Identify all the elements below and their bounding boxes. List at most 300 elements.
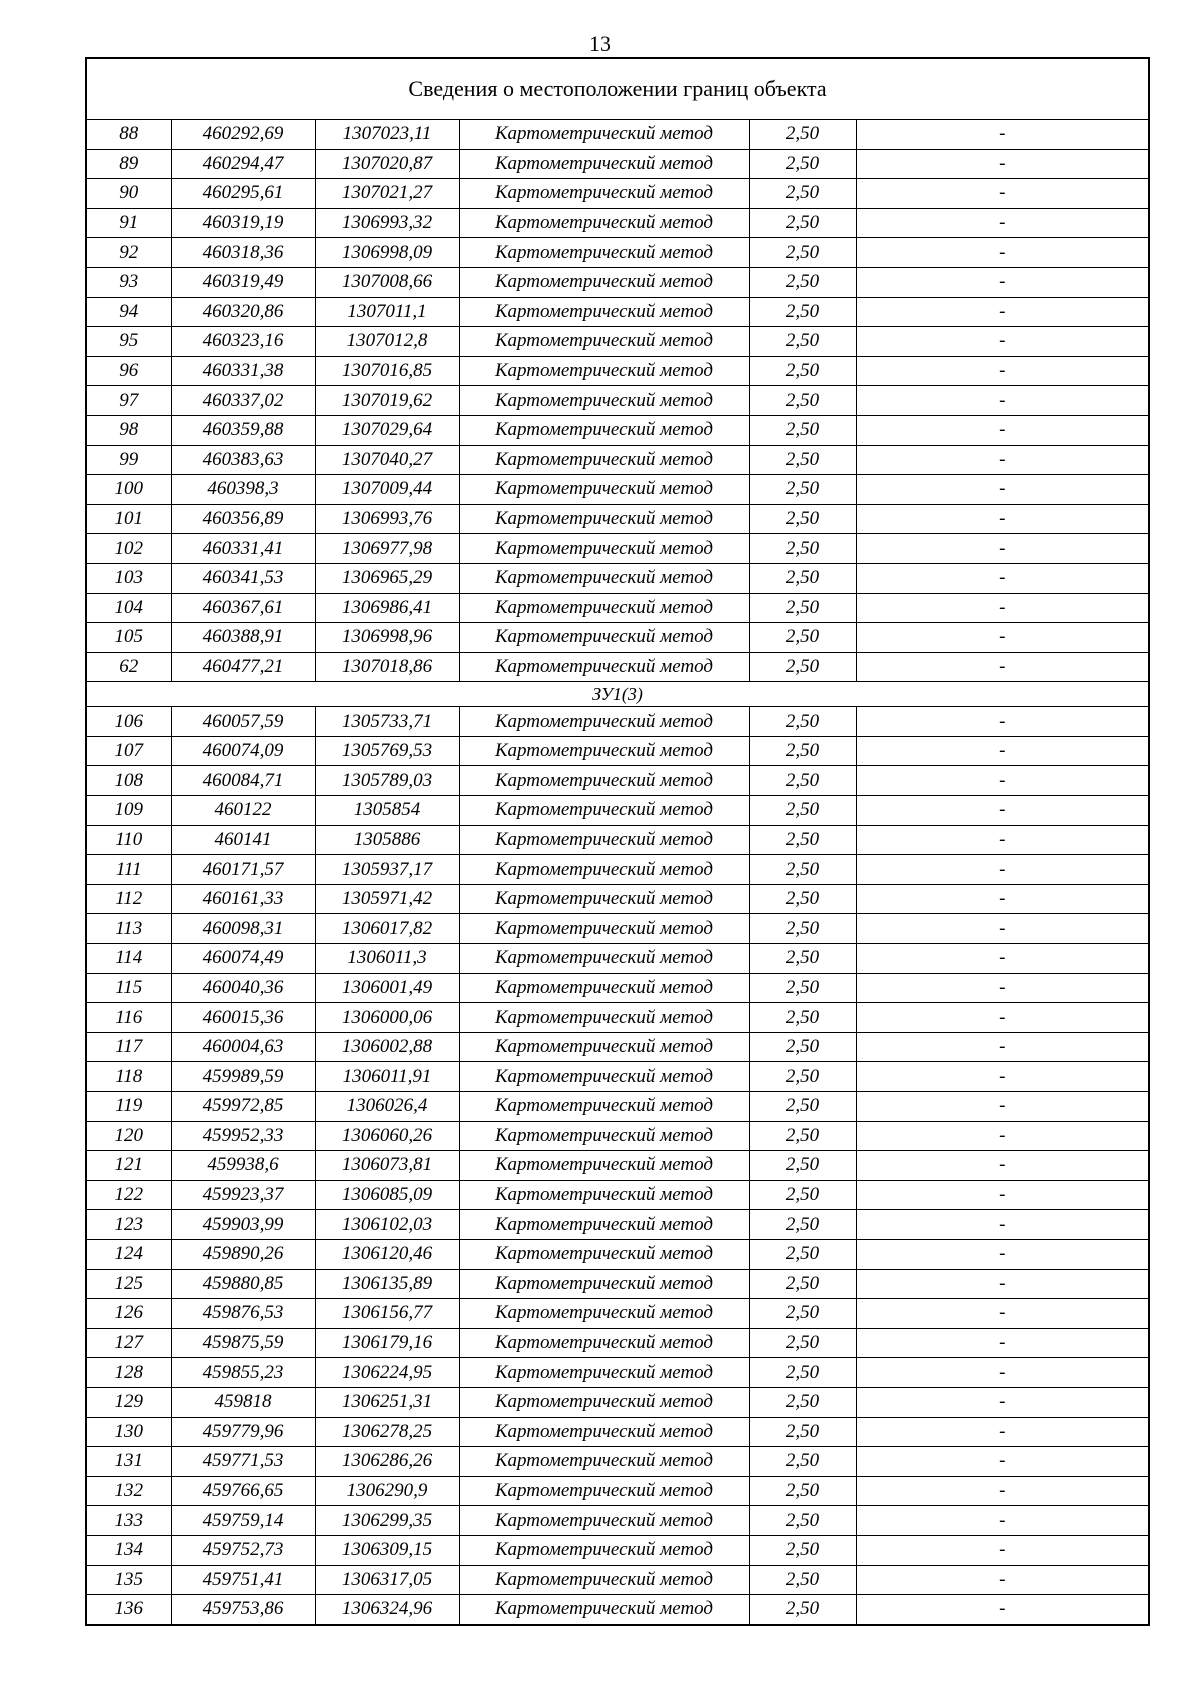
table-row <box>86 1476 1149 1506</box>
coordinate-y-cell: 1306977,98 <box>315 534 459 564</box>
table-row <box>86 1062 1149 1092</box>
accuracy-cell: 2,50 <box>749 386 856 416</box>
method-cell: Картометрический метод <box>459 208 749 238</box>
note-cell: - <box>856 1003 1149 1033</box>
method-cell: Картометрический метод <box>459 736 749 766</box>
note-cell: - <box>856 208 1149 238</box>
table-row <box>86 1358 1149 1388</box>
note-cell: - <box>856 267 1149 297</box>
note-cell: - <box>856 825 1149 855</box>
note-cell: - <box>856 356 1149 386</box>
table-row <box>86 766 1149 796</box>
point-number-cell: 125 <box>86 1269 171 1299</box>
note-cell: - <box>856 534 1149 564</box>
coordinate-x-cell: 460356,89 <box>171 504 315 534</box>
method-cell: Картометрический метод <box>459 1239 749 1269</box>
coordinate-x-cell: 459779,96 <box>171 1417 315 1447</box>
coordinate-y-cell: 1307020,87 <box>315 149 459 179</box>
coordinate-x-cell: 460388,91 <box>171 623 315 653</box>
coordinate-y-cell: 1306998,09 <box>315 238 459 268</box>
note-cell: - <box>856 1565 1149 1595</box>
accuracy-cell: 2,50 <box>749 1535 856 1565</box>
note-cell: - <box>856 766 1149 796</box>
point-number-cell: 132 <box>86 1476 171 1506</box>
coordinate-x-cell: 459818 <box>171 1387 315 1417</box>
accuracy-cell: 2,50 <box>749 1476 856 1506</box>
method-cell: Картометрический метод <box>459 1506 749 1536</box>
coordinate-x-cell: 459952,33 <box>171 1121 315 1151</box>
accuracy-cell: 2,50 <box>749 1299 856 1329</box>
coordinate-y-cell: 1306309,15 <box>315 1535 459 1565</box>
note-cell: - <box>856 1476 1149 1506</box>
coordinate-y-cell: 1307040,27 <box>315 445 459 475</box>
boundary-coordinates-table <box>85 57 1150 1626</box>
note-cell: - <box>856 1032 1149 1062</box>
coordinate-y-cell: 1306290,9 <box>315 1476 459 1506</box>
coordinate-x-cell: 460318,36 <box>171 238 315 268</box>
coordinate-y-cell: 1306002,88 <box>315 1032 459 1062</box>
note-cell: - <box>856 736 1149 766</box>
coordinate-x-cell: 459771,53 <box>171 1447 315 1477</box>
accuracy-cell: 2,50 <box>749 1003 856 1033</box>
note-cell: - <box>856 593 1149 623</box>
table-row <box>86 415 1149 445</box>
note-cell: - <box>856 297 1149 327</box>
method-cell: Картометрический метод <box>459 415 749 445</box>
coordinate-y-cell: 1306998,96 <box>315 623 459 653</box>
point-number-cell: 88 <box>86 120 171 150</box>
coordinate-y-cell: 1306135,89 <box>315 1269 459 1299</box>
table-caption: Сведения о местоположении границ объекта <box>86 58 1149 120</box>
coordinate-y-cell: 1306085,09 <box>315 1180 459 1210</box>
coordinate-x-cell: 459752,73 <box>171 1535 315 1565</box>
note-cell: - <box>856 884 1149 914</box>
coordinate-y-cell: 1306011,91 <box>315 1062 459 1092</box>
coordinate-y-cell: 1307021,27 <box>315 179 459 209</box>
note-cell: - <box>856 1358 1149 1388</box>
accuracy-cell: 2,50 <box>749 1092 856 1122</box>
coordinate-x-cell: 459880,85 <box>171 1269 315 1299</box>
method-cell: Картометрический метод <box>459 356 749 386</box>
accuracy-cell: 2,50 <box>749 475 856 505</box>
accuracy-cell: 2,50 <box>749 1239 856 1269</box>
point-number-cell: 106 <box>86 707 171 737</box>
table-row <box>86 120 1149 150</box>
point-number-cell: 108 <box>86 766 171 796</box>
method-cell: Картометрический метод <box>459 267 749 297</box>
coordinate-x-cell: 460331,38 <box>171 356 315 386</box>
point-number-cell: 91 <box>86 208 171 238</box>
coordinate-y-cell: 1307012,8 <box>315 327 459 357</box>
coordinate-x-cell: 460004,63 <box>171 1032 315 1062</box>
method-cell: Картометрический метод <box>459 884 749 914</box>
accuracy-cell: 2,50 <box>749 1565 856 1595</box>
point-number-cell: 90 <box>86 179 171 209</box>
point-number-cell: 131 <box>86 1447 171 1477</box>
note-cell: - <box>856 1299 1149 1329</box>
coordinate-x-cell: 459876,53 <box>171 1299 315 1329</box>
coordinate-x-cell: 460084,71 <box>171 766 315 796</box>
accuracy-cell: 2,50 <box>749 267 856 297</box>
coordinate-y-cell: 1306993,76 <box>315 504 459 534</box>
accuracy-cell: 2,50 <box>749 415 856 445</box>
method-cell: Картометрический метод <box>459 973 749 1003</box>
method-cell: Картометрический метод <box>459 766 749 796</box>
method-cell: Картометрический метод <box>459 238 749 268</box>
method-cell: Картометрический метод <box>459 1417 749 1447</box>
table-row <box>86 944 1149 974</box>
accuracy-cell: 2,50 <box>749 149 856 179</box>
point-number-cell: 116 <box>86 1003 171 1033</box>
accuracy-cell: 2,50 <box>749 1032 856 1062</box>
coordinate-y-cell: 1306179,16 <box>315 1328 459 1358</box>
coordinate-x-cell: 459972,85 <box>171 1092 315 1122</box>
accuracy-cell: 2,50 <box>749 179 856 209</box>
table-row <box>86 1092 1149 1122</box>
table-row <box>86 1595 1149 1625</box>
method-cell: Картометрический метод <box>459 1328 749 1358</box>
table-row <box>86 445 1149 475</box>
note-cell: - <box>856 1121 1149 1151</box>
point-number-cell: 119 <box>86 1092 171 1122</box>
point-number-cell: 123 <box>86 1210 171 1240</box>
point-number-cell: 121 <box>86 1151 171 1181</box>
point-number-cell: 89 <box>86 149 171 179</box>
method-cell: Картометрический метод <box>459 1269 749 1299</box>
coordinate-y-cell: 1305854 <box>315 796 459 826</box>
coordinate-x-cell: 460161,33 <box>171 884 315 914</box>
method-cell: Картометрический метод <box>459 297 749 327</box>
note-cell: - <box>856 1239 1149 1269</box>
coordinate-x-cell: 460040,36 <box>171 973 315 1003</box>
accuracy-cell: 2,50 <box>749 1121 856 1151</box>
coordinate-y-cell: 1306251,31 <box>315 1387 459 1417</box>
coordinate-y-cell: 1306017,82 <box>315 914 459 944</box>
table-row <box>86 356 1149 386</box>
table-row <box>86 149 1149 179</box>
accuracy-cell: 2,50 <box>749 297 856 327</box>
point-number-cell: 105 <box>86 623 171 653</box>
point-number-cell: 93 <box>86 267 171 297</box>
table-row <box>86 1565 1149 1595</box>
point-number-cell: 62 <box>86 652 171 682</box>
table-row <box>86 475 1149 505</box>
table-row <box>86 386 1149 416</box>
note-cell: - <box>856 1092 1149 1122</box>
table-row <box>86 534 1149 564</box>
note-cell: - <box>856 652 1149 682</box>
method-cell: Картометрический метод <box>459 327 749 357</box>
coordinate-y-cell: 1305769,53 <box>315 736 459 766</box>
coordinate-y-cell: 1306060,26 <box>315 1121 459 1151</box>
method-cell: Картометрический метод <box>459 707 749 737</box>
coordinate-y-cell: 1306224,95 <box>315 1358 459 1388</box>
point-number-cell: 133 <box>86 1506 171 1536</box>
coordinate-x-cell: 459766,65 <box>171 1476 315 1506</box>
method-cell: Картометрический метод <box>459 1092 749 1122</box>
note-cell: - <box>856 238 1149 268</box>
point-number-cell: 104 <box>86 593 171 623</box>
coordinate-y-cell: 1306317,05 <box>315 1565 459 1595</box>
coordinate-y-cell: 1306102,03 <box>315 1210 459 1240</box>
table-row <box>86 267 1149 297</box>
note-cell: - <box>856 1387 1149 1417</box>
coordinate-y-cell: 1306120,46 <box>315 1239 459 1269</box>
point-number-cell: 136 <box>86 1595 171 1625</box>
note-cell: - <box>856 327 1149 357</box>
coordinate-y-cell: 1305733,71 <box>315 707 459 737</box>
point-number-cell: 112 <box>86 884 171 914</box>
coordinate-x-cell: 460477,21 <box>171 652 315 682</box>
method-cell: Картометрический метод <box>459 1387 749 1417</box>
coordinate-x-cell: 460319,49 <box>171 267 315 297</box>
coordinate-x-cell: 459938,6 <box>171 1151 315 1181</box>
coordinate-x-cell: 460057,59 <box>171 707 315 737</box>
point-number-cell: 97 <box>86 386 171 416</box>
point-number-cell: 101 <box>86 504 171 534</box>
coordinate-x-cell: 460098,31 <box>171 914 315 944</box>
coordinate-y-cell: 1307011,1 <box>315 297 459 327</box>
point-number-cell: 111 <box>86 855 171 885</box>
method-cell: Картометрический метод <box>459 386 749 416</box>
accuracy-cell: 2,50 <box>749 1506 856 1536</box>
note-cell: - <box>856 623 1149 653</box>
method-cell: Картометрический метод <box>459 593 749 623</box>
accuracy-cell: 2,50 <box>749 1358 856 1388</box>
point-number-cell: 98 <box>86 415 171 445</box>
point-number-cell: 94 <box>86 297 171 327</box>
accuracy-cell: 2,50 <box>749 208 856 238</box>
coordinate-y-cell: 1306986,41 <box>315 593 459 623</box>
point-number-cell: 115 <box>86 973 171 1003</box>
coordinate-y-cell: 1306278,25 <box>315 1417 459 1447</box>
coordinate-x-cell: 460122 <box>171 796 315 826</box>
method-cell: Картометрический метод <box>459 1062 749 1092</box>
accuracy-cell: 2,50 <box>749 623 856 653</box>
note-cell: - <box>856 475 1149 505</box>
coordinate-y-cell: 1306156,77 <box>315 1299 459 1329</box>
coordinate-x-cell: 460141 <box>171 825 315 855</box>
coordinate-y-cell: 1307016,85 <box>315 356 459 386</box>
table-row <box>86 973 1149 1003</box>
accuracy-cell: 2,50 <box>749 1062 856 1092</box>
note-cell: - <box>856 445 1149 475</box>
table-row <box>86 1003 1149 1033</box>
accuracy-cell: 2,50 <box>749 1417 856 1447</box>
table-row <box>86 652 1149 682</box>
table-row <box>86 1328 1149 1358</box>
coordinate-x-cell: 459875,59 <box>171 1328 315 1358</box>
method-cell: Картометрический метод <box>459 1151 749 1181</box>
accuracy-cell: 2,50 <box>749 944 856 974</box>
method-cell: Картометрический метод <box>459 563 749 593</box>
point-number-cell: 114 <box>86 944 171 974</box>
accuracy-cell: 2,50 <box>749 1180 856 1210</box>
note-cell: - <box>856 1269 1149 1299</box>
note-cell: - <box>856 1535 1149 1565</box>
table-row <box>86 1447 1149 1477</box>
point-number-cell: 126 <box>86 1299 171 1329</box>
accuracy-cell: 2,50 <box>749 1269 856 1299</box>
coordinate-x-cell: 460383,63 <box>171 445 315 475</box>
coordinate-x-cell: 460320,86 <box>171 297 315 327</box>
note-cell: - <box>856 415 1149 445</box>
table-row <box>86 623 1149 653</box>
coordinate-x-cell: 459753,86 <box>171 1595 315 1625</box>
point-number-cell: 109 <box>86 796 171 826</box>
note-cell: - <box>856 973 1149 1003</box>
method-cell: Картометрический метод <box>459 149 749 179</box>
coordinate-y-cell: 1306993,32 <box>315 208 459 238</box>
method-cell: Картометрический метод <box>459 445 749 475</box>
table-row <box>86 593 1149 623</box>
table-row <box>86 504 1149 534</box>
accuracy-cell: 2,50 <box>749 766 856 796</box>
note-cell: - <box>856 1151 1149 1181</box>
table-row <box>86 884 1149 914</box>
table-row <box>86 1387 1149 1417</box>
coordinate-x-cell: 460171,57 <box>171 855 315 885</box>
accuracy-cell: 2,50 <box>749 1151 856 1181</box>
note-cell: - <box>856 120 1149 150</box>
coordinate-y-cell: 1306001,49 <box>315 973 459 1003</box>
note-cell: - <box>856 504 1149 534</box>
accuracy-cell: 2,50 <box>749 1595 856 1625</box>
table-row <box>86 1417 1149 1447</box>
coordinate-x-cell: 459903,99 <box>171 1210 315 1240</box>
note-cell: - <box>856 1180 1149 1210</box>
method-cell: Картометрический метод <box>459 475 749 505</box>
coordinate-x-cell: 460292,69 <box>171 120 315 150</box>
accuracy-cell: 2,50 <box>749 534 856 564</box>
accuracy-cell: 2,50 <box>749 796 856 826</box>
accuracy-cell: 2,50 <box>749 884 856 914</box>
coordinate-x-cell: 459989,59 <box>171 1062 315 1092</box>
method-cell: Картометрический метод <box>459 1447 749 1477</box>
point-number-cell: 122 <box>86 1180 171 1210</box>
coordinate-x-cell: 459923,37 <box>171 1180 315 1210</box>
method-cell: Картометрический метод <box>459 1003 749 1033</box>
table-row <box>86 1506 1149 1536</box>
method-cell: Картометрический метод <box>459 914 749 944</box>
accuracy-cell: 2,50 <box>749 356 856 386</box>
accuracy-cell: 2,50 <box>749 504 856 534</box>
coordinate-x-cell: 459855,23 <box>171 1358 315 1388</box>
point-number-cell: 102 <box>86 534 171 564</box>
point-number-cell: 130 <box>86 1417 171 1447</box>
coordinate-x-cell: 460341,53 <box>171 563 315 593</box>
section-header-row <box>86 682 1149 707</box>
method-cell: Картометрический метод <box>459 179 749 209</box>
coordinate-y-cell: 1307019,62 <box>315 386 459 416</box>
table-row <box>86 796 1149 826</box>
note-cell: - <box>856 944 1149 974</box>
coordinate-y-cell: 1306286,26 <box>315 1447 459 1477</box>
accuracy-cell: 2,50 <box>749 593 856 623</box>
point-number-cell: 118 <box>86 1062 171 1092</box>
point-number-cell: 92 <box>86 238 171 268</box>
table-row <box>86 1269 1149 1299</box>
table-row <box>86 707 1149 737</box>
coordinate-x-cell: 460295,61 <box>171 179 315 209</box>
coordinate-x-cell: 460367,61 <box>171 593 315 623</box>
note-cell: - <box>856 563 1149 593</box>
table-row <box>86 1210 1149 1240</box>
note-cell: - <box>856 855 1149 885</box>
method-cell: Картометрический метод <box>459 504 749 534</box>
coordinate-x-cell: 460015,36 <box>171 1003 315 1033</box>
note-cell: - <box>856 386 1149 416</box>
coordinate-y-cell: 1307009,44 <box>315 475 459 505</box>
accuracy-cell: 2,50 <box>749 973 856 1003</box>
coordinate-y-cell: 1307008,66 <box>315 267 459 297</box>
note-cell: - <box>856 1328 1149 1358</box>
table-caption-row <box>86 58 1149 120</box>
section-title: ЗУ1(3) <box>86 682 1149 707</box>
coordinate-x-cell: 460359,88 <box>171 415 315 445</box>
note-cell: - <box>856 914 1149 944</box>
note-cell: - <box>856 1062 1149 1092</box>
coordinate-y-cell: 1306299,35 <box>315 1506 459 1536</box>
point-number-cell: 113 <box>86 914 171 944</box>
coordinate-x-cell: 460331,41 <box>171 534 315 564</box>
method-cell: Картометрический метод <box>459 1565 749 1595</box>
point-number-cell: 129 <box>86 1387 171 1417</box>
coordinate-x-cell: 460337,02 <box>171 386 315 416</box>
accuracy-cell: 2,50 <box>749 120 856 150</box>
table-row <box>86 1121 1149 1151</box>
table-row <box>86 179 1149 209</box>
accuracy-cell: 2,50 <box>749 445 856 475</box>
accuracy-cell: 2,50 <box>749 327 856 357</box>
accuracy-cell: 2,50 <box>749 238 856 268</box>
note-cell: - <box>856 149 1149 179</box>
coordinate-y-cell: 1305886 <box>315 825 459 855</box>
table-row <box>86 563 1149 593</box>
accuracy-cell: 2,50 <box>749 914 856 944</box>
note-cell: - <box>856 1417 1149 1447</box>
note-cell: - <box>856 1506 1149 1536</box>
point-number-cell: 134 <box>86 1535 171 1565</box>
accuracy-cell: 2,50 <box>749 707 856 737</box>
table-row <box>86 1032 1149 1062</box>
coordinate-y-cell: 1306011,3 <box>315 944 459 974</box>
table-row <box>86 1299 1149 1329</box>
method-cell: Картометрический метод <box>459 1299 749 1329</box>
coordinate-x-cell: 460398,3 <box>171 475 315 505</box>
coordinate-x-cell: 460323,16 <box>171 327 315 357</box>
accuracy-cell: 2,50 <box>749 1328 856 1358</box>
coordinate-y-cell: 1305937,17 <box>315 855 459 885</box>
point-number-cell: 110 <box>86 825 171 855</box>
coordinate-y-cell: 1305789,03 <box>315 766 459 796</box>
table-row <box>86 855 1149 885</box>
point-number-cell: 120 <box>86 1121 171 1151</box>
point-number-cell: 135 <box>86 1565 171 1595</box>
coordinate-x-cell: 460294,47 <box>171 149 315 179</box>
accuracy-cell: 2,50 <box>749 1387 856 1417</box>
method-cell: Картометрический метод <box>459 623 749 653</box>
note-cell: - <box>856 1595 1149 1625</box>
point-number-cell: 107 <box>86 736 171 766</box>
method-cell: Картометрический метод <box>459 1121 749 1151</box>
method-cell: Картометрический метод <box>459 534 749 564</box>
table-row <box>86 238 1149 268</box>
table-row <box>86 1180 1149 1210</box>
accuracy-cell: 2,50 <box>749 1447 856 1477</box>
coordinate-y-cell: 1307023,11 <box>315 120 459 150</box>
coordinate-y-cell: 1306026,4 <box>315 1092 459 1122</box>
